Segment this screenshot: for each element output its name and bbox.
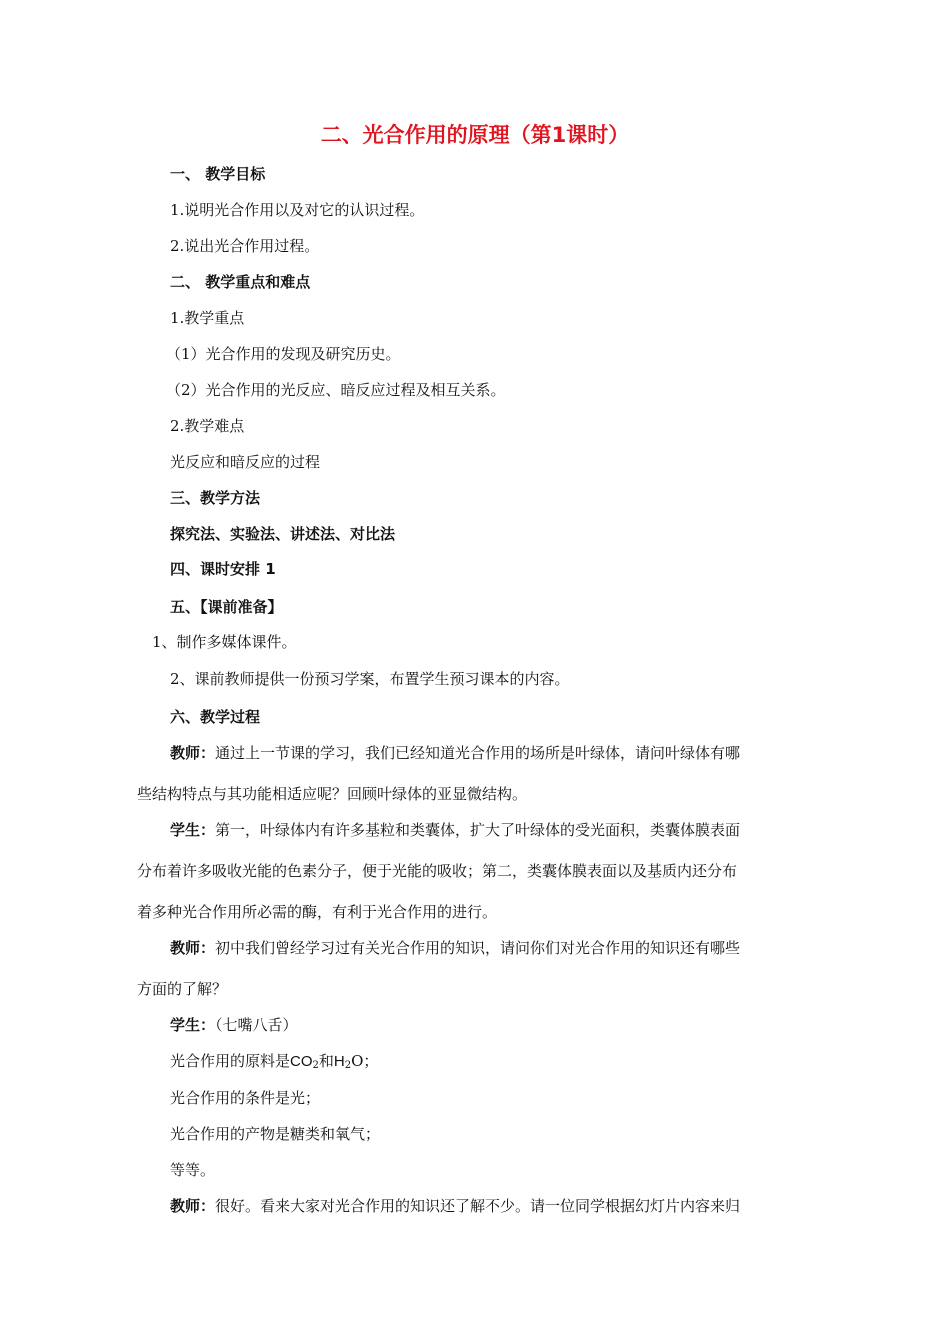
dialogue-line: 教师：很好。看来大家对光合作用的知识还了解不少。请一位同学根据幻灯片内容来归 <box>170 1197 741 1215</box>
dialogue-line: 光合作用的条件是光； <box>170 1089 321 1107</box>
dialogue-line: 教师：初中我们曾经学习过有关光合作用的知识，请问你们对光合作用的知识还有哪些 <box>170 939 741 957</box>
dialogue-line: 方面的了解？ <box>137 980 228 998</box>
methods-list: 探究法、实验法、讲述法、对比法 <box>170 525 396 543</box>
speaker-label: 学生： <box>170 821 216 839</box>
objective-item: 2.说出光合作用过程。 <box>170 237 320 255</box>
dialogue-line: 等等。 <box>170 1161 216 1179</box>
dialogue-line: 教师：通过上一节课的学习，我们已经知道光合作用的场所是叶绿体，请问叶绿体有哪 <box>170 744 741 762</box>
dialogue-line: 学生：（七嘴八舌） <box>170 1016 298 1034</box>
dialogue-line: 着多种光合作用所必需的酶，有利于光合作用的进行。 <box>137 903 498 921</box>
dialogue-line: 分布着许多吸收光能的色素分子，便于光能的吸收；第二，类囊体膜表面以及基质内还分布 <box>137 862 738 880</box>
page-title: 二、光合作用的原理（第1课时） <box>320 123 630 147</box>
section-heading-preparation: 五、【课前准备】 <box>170 598 283 616</box>
section-heading-process: 六、教学过程 <box>170 708 261 726</box>
section-heading-schedule: 四、课时安排 1 <box>170 560 276 578</box>
prep-item: 2、课前教师提供一份预习学案，布置学生预习课本的内容。 <box>170 670 570 688</box>
list-item: （2）光合作用的光反应、暗反应过程及相互关系。 <box>166 381 506 399</box>
speaker-label: 教师： <box>170 1197 216 1215</box>
speaker-label: 教师： <box>170 744 216 762</box>
prep-item: 1、制作多媒体课件。 <box>152 633 297 651</box>
dialogue-line: 光合作用的产物是糖类和氧气； <box>170 1125 381 1143</box>
dialogue-line: 些结构特点与其功能相适应呢？回顾叶绿体的亚显微结构。 <box>137 785 528 803</box>
paragraph: 光反应和暗反应的过程 <box>170 453 321 471</box>
dialogue-line: 光合作用的原料是$CO_2$和$H_2O$； <box>170 1052 379 1071</box>
speaker-label: 学生： <box>170 1016 216 1034</box>
dialogue-line: 学生：第一，叶绿体内有许多基粒和类囊体，扩大了叶绿体的受光面积，类囊体膜表面 <box>170 821 741 839</box>
list-item: （1）光合作用的发现及研究历史。 <box>166 345 401 363</box>
speaker-label: 教师： <box>170 939 216 957</box>
section-heading-key-points: 二、 教学重点和难点 <box>170 273 311 291</box>
section-heading-objectives: 一、 教学目标 <box>170 165 266 183</box>
subheading: 1.教学重点 <box>170 309 245 327</box>
objective-item: 1.说明光合作用以及对它的认识过程。 <box>170 201 425 219</box>
section-heading-methods: 三、教学方法 <box>170 489 261 507</box>
subheading: 2.教学难点 <box>170 417 245 435</box>
